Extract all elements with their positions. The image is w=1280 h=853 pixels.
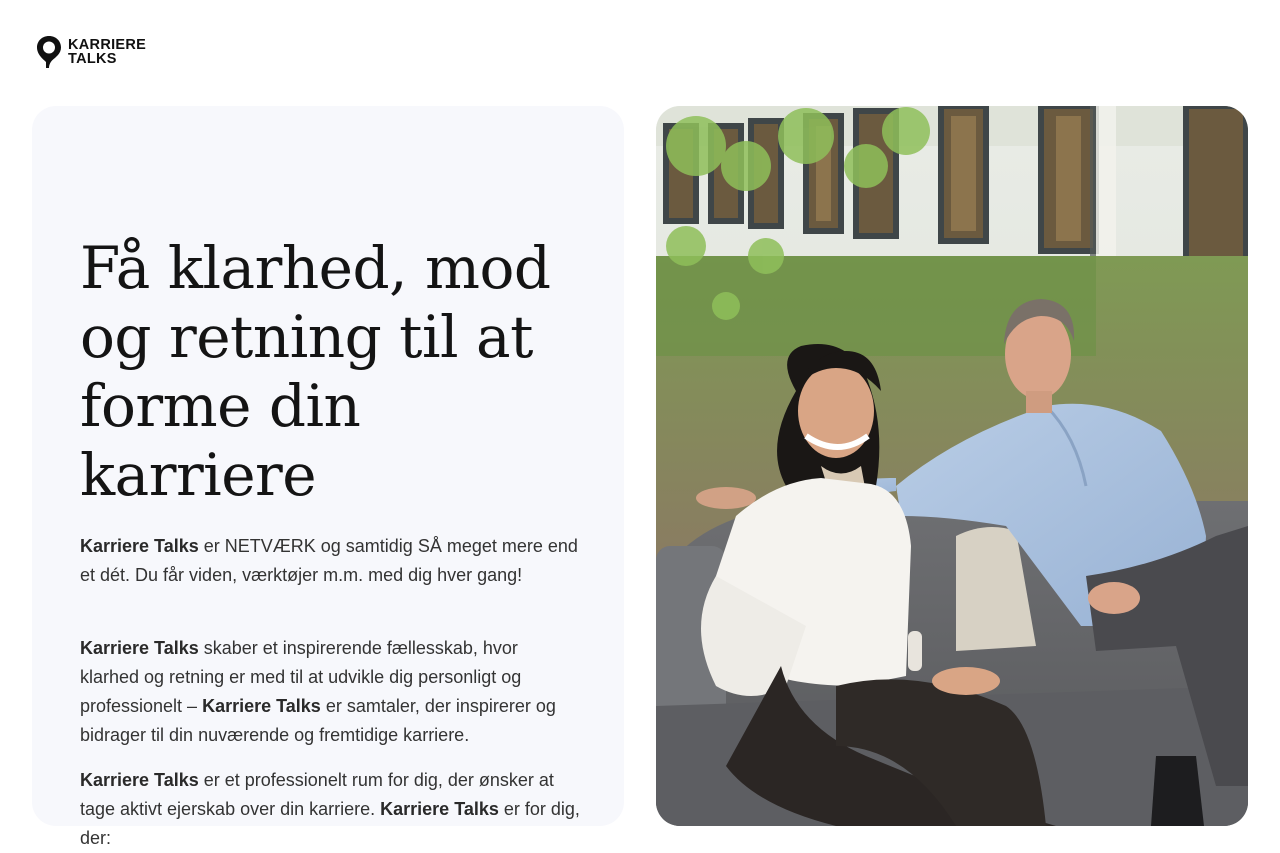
hero-photo xyxy=(656,106,1248,826)
logo-line-1: KARRIERE xyxy=(68,37,147,53)
logo-link[interactable] xyxy=(36,34,146,70)
hero-headline: Få klarhed, mod og retning til at forme din karriere xyxy=(80,234,551,509)
brand-name: Karriere Talks xyxy=(80,770,199,790)
community-text-1: skaber et inspirerende fællesskab, hvor klarhed og retning er med til at udvikle dig personligt og professionelt – xyxy=(80,638,522,716)
intro-paragraph xyxy=(80,532,580,590)
location-pin-icon xyxy=(36,35,62,69)
brand-name: Karriere Talks xyxy=(80,536,199,556)
brand-name: Karriere Talks xyxy=(80,638,199,658)
logo-line-2: TALKS xyxy=(68,51,117,67)
brand-name: Karriere Talks xyxy=(202,696,321,716)
audience-text-2: er for dig, der: xyxy=(80,799,580,848)
intro-text: er NETVÆRK og samtidig SÅ meget mere end et dét. Du får viden, værktøjer m.m. med dig hver gang! xyxy=(80,536,578,585)
community-paragraph xyxy=(80,634,580,750)
hero-content xyxy=(80,234,580,853)
hero-text-card xyxy=(32,106,624,848)
community-text-2: er samtaler, der inspirerer og bidrager til din nuværende og fremtidige karriere. xyxy=(80,696,556,745)
audience-paragraph xyxy=(80,766,580,853)
audience-text-1: er et professionelt rum for dig, der ønsker at tage aktivt ejerskab over din karriere. xyxy=(80,770,554,819)
brand-name: Karriere Talks xyxy=(380,799,499,819)
logo-wordmark xyxy=(68,38,146,66)
hero-photo-illustration xyxy=(656,106,1248,826)
